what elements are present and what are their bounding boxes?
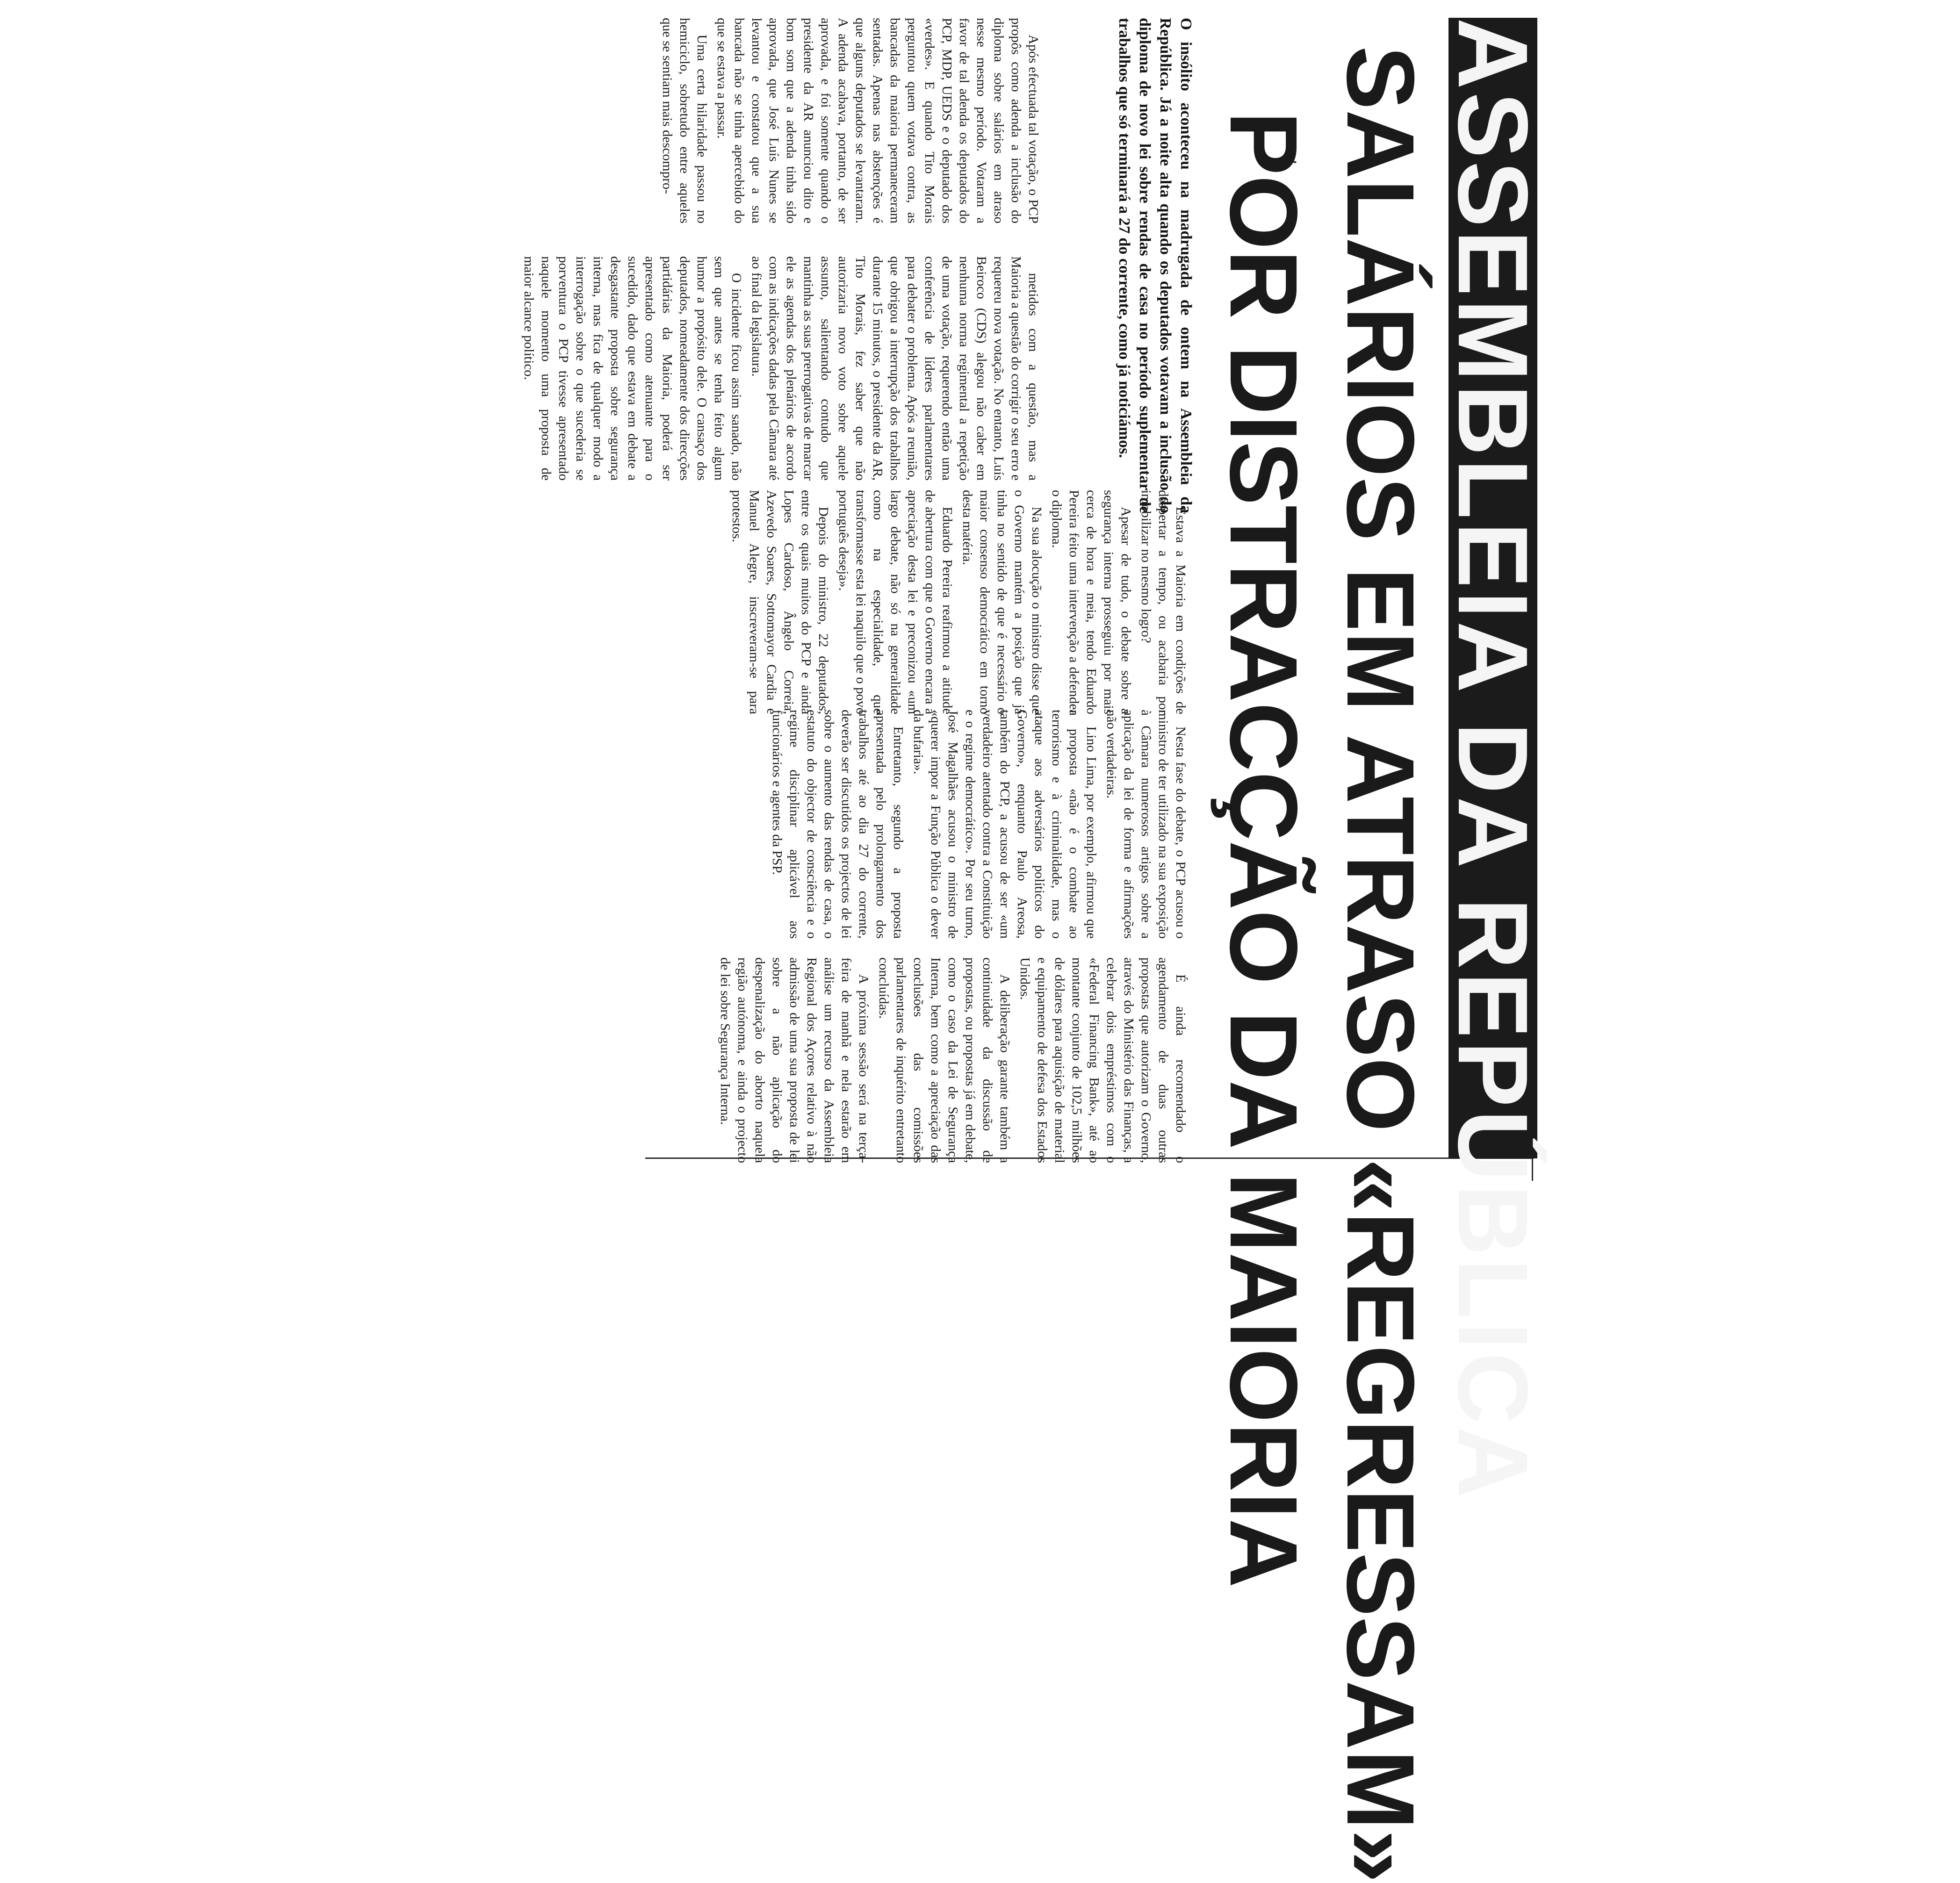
article-column-2 [517, 256, 1042, 481]
article-column-3 [725, 490, 1189, 714]
column-4-paragraph: Nesta fase do debate, o PCP acusou o ministro de ter utilizado na sua exposição à Câmara numerosos artigos sobre a aplicação da lei de forma e afirmações não verdadeiras. [1104, 710, 1188, 939]
column-2-paragraph: O incidente ficou assim sanado, não sem que antes se tenha feito algum humor a propósito dele. O cansaço dos deputados, nomeadamente dos direcções partidárias da Maioria, poderá ser apresentado como atenuante para o sucedido, dado que estava em debate a desgastante proposta sobre segurança interna, mas fica de qualquer modo a interrogação sobre o que sucederia se porventura o PCP tivesse apresentado naquele momento uma proposta de maior alcance político. [521, 256, 744, 481]
column-5-paragraph: É ainda recomendado o agendamento de duas outras propostas que autorizam o Governo, através do Ministério das Finanças, a celebrar dois empréstimos com o «Federal Financing Bank», até ao montante conjunto de 102,5 milhões de dólares para aquisição de material e equipamento de defesa dos Estados Unidos. [1017, 957, 1188, 1163]
column-3-paragraph: Na sua alocução o ministro disse que o Governo mantém a posição que já tinha no sentido de que é necessário o maior consenso democrático em torno desta matéria. [960, 490, 1044, 714]
column-5-paragraph: A deliberação garante também a continuidade da discussão de propostas, ou propostas já em debate, como o caso da Lei de Segurança Interna, bem como a apreciação das conclusões das comissões parlamentares de inquérito entretanto concluídas. [876, 957, 1012, 1163]
column-3-paragraph: Eduardo Pereira reafirmou a atitude de abertura com que o Governo encara a apreciação desta lei e preconizou «um largo debate, não só na generalidade como na especialidade, que transformasse esta lei naquilo que o povo português deseja». [836, 490, 955, 714]
column-3-paragraph: Depois do ministro, 22 deputados, entre os quais muitos do PCP e ainda Lopes Cardoso, Ângelo Correia, Azevedo Soares, Sottomayor Cardia e Manuel Alegre, inscreveram-se para protestos. [729, 490, 831, 714]
headline-line-2: POR DISTRACÇÃO DA MAIORIA [1210, 111, 1317, 1588]
column-4-paragraph: Lino Lima, por exemplo, afirmou que a proposta «não é o combate ao terrorismo e à criminalidade, mas o ataque aos adversários políticos do Governo», enquanto Paulo Areosa, também do PCP, a acusou de ser «um verdadeiro atentado contra a Constituição e o regime democrático». Por seu turno, José Magalhães acusou o ministro de «querer impor a Função Pública o dever da bufaria». [911, 710, 1099, 939]
column-1-paragraph: Uma certa hilaridade passou no hemiciclo, sobretudo entre aqueles que se sentiam mais descompro- [660, 18, 709, 223]
column-4-paragraph: Entretanto, segundo a proposta apresentada pelo prolongamento dos trabalhos até ao dia 27 do corrente, deverão ser discutidos os projectos de lei sobre o aumento das rendas de casa, o estatuto do objector de consciência e o regime disciplinar aplicável aos funcionários e agentes da PSP. [770, 710, 906, 939]
article-column-1 [656, 18, 1042, 223]
newspaper-clipping [521, 18, 1549, 1883]
column-5-paragraph: A próxima sessão será na terça-feira de manhã e nela estarão em análise um recurso da Assembleia Regional dos Açores relativo à não admissão de uma sua proposta de lei sobre a não aplicação do despenalização do aborto naquela região autónoma, e ainda o projecto de lei sobre Segurança Interna. [718, 957, 871, 1163]
column-3-paragraph: Apesar de tudo, o debate sobre a segurança interna prosseguiu por mais cerca de hora e meia, tendo Eduardo Pereira feito uma intervenção a defender o diploma. [1049, 490, 1133, 714]
headline-line-1: SALÁRIOS EM ATRASO «REGRESSAM» [1327, 46, 1434, 1883]
column-1-paragraph: Após efectuada tal votação, o PCP propôs como adenda a inclusão do diploma sobre salários em atraso nesse mesmo período. Votaram a favor de tal adenda os deputados do PCP, MDP, UEDS e o deputado dos «verdes». E quando Tito Morais perguntou quem votava contra, as bancadas da maioria permaneceram sentadas. Apenas nas abstenções é que alguns deputados se levantaram. A adenda acabava, portanto, de ser aprovada, e foi somente quando o presidente da AR anunciou dito e bom som que a adenda tinha sido aprovada, que José Luís Nunes se levantou e constatou que a sua bancada não se tinha apercebido do que se estava a passar. [714, 18, 1041, 223]
section-masthead: ASSEMBLEIA DA REPÚBLICA [1438, 18, 1549, 1501]
column-3-paragraph: Estava a Maioria em condições de despertar a tempo, ou acabaria por imobilizar no mesmo logro? [1139, 490, 1188, 714]
column-2-paragraph: metidos com a questão, mas a Maioria a questão do corrigir o seu erro e requereu nova votação. No entanto, Luís Beiroco (CDS) alegou não caber em nenhuma norma regimental a repetição de uma votação, requerendo então uma conferência de líderes parlamentares para debater o problema. Após a reunião, que obrigou a interrupção dos trabalhos durante 15 minutos, o presidente da AR, Tito Morais, fez saber que não autorizaria novo voto sobre aquele assunto, salientando contudo que mantinha as suas prerrogativas de marcar ele as agendas dos plenários de acordo com as indicações dadas pela Câmara até ao final da legislatura. [749, 256, 1041, 481]
article-column-4 [765, 710, 1189, 939]
lead-paragraph: O insólito aconteceu na madrugada de ontem na Assembleia da República. Já a noite alta quando os deputados votavam a inclusão do diploma de novo lei sobre rendas de casa no período suplementar de trabalhos que só terminará a 27 do corrente, como já noticiámos. [1116, 18, 1195, 513]
article-column-5 [713, 957, 1189, 1163]
